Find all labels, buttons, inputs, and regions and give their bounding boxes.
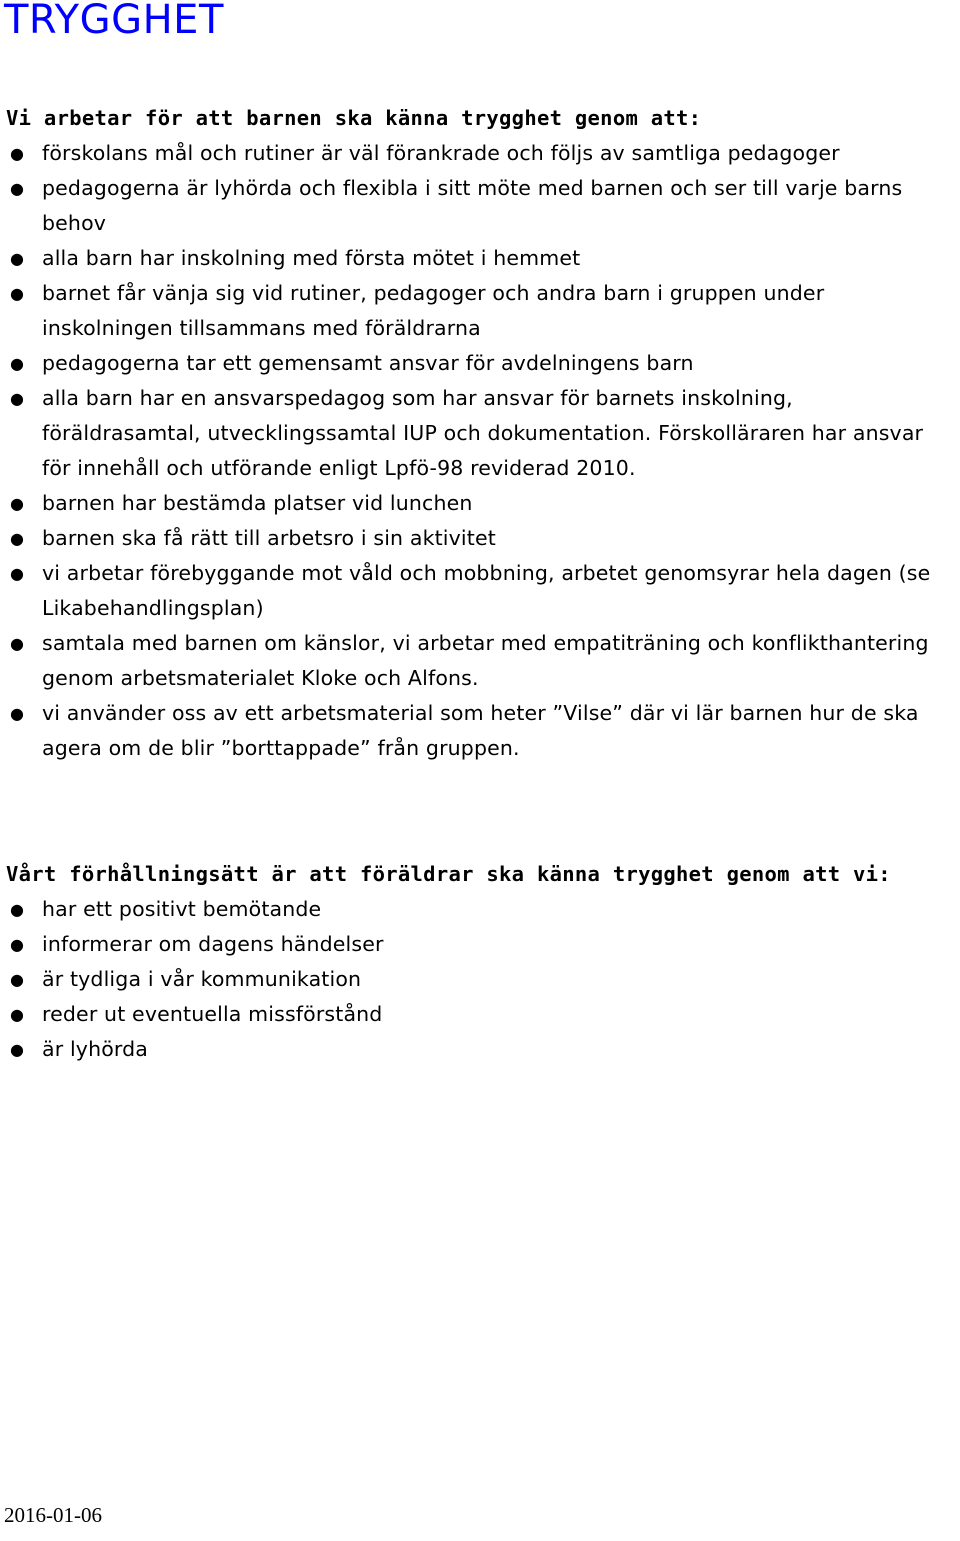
bullet-icon: ● — [10, 634, 25, 653]
list-item-text: reder ut eventuella missförstånd — [42, 1002, 383, 1026]
section-heading: Vårt förhållningsätt är att föräldrar ska känna trygghet genom att vi: — [6, 862, 891, 886]
list-item — [0, 1032, 956, 1067]
parents-security-section — [0, 857, 956, 1067]
bullet-icon: ● — [10, 1040, 25, 1059]
list-item-text: vi arbetar förebyggande mot våld och mobbning, arbetet genomsyrar hela dagen (se Likabehandlingsplan) — [42, 561, 931, 620]
bullet-icon: ● — [10, 389, 25, 408]
parents-security-list — [0, 892, 956, 1067]
list-item — [0, 556, 956, 626]
bullet-icon: ● — [10, 249, 25, 268]
bullet-icon: ● — [10, 564, 25, 583]
children-security-section — [0, 101, 956, 766]
list-item-text: pedagogerna tar ett gemensamt ansvar för avdelningens barn — [42, 351, 694, 375]
list-item — [0, 997, 956, 1032]
list-item — [0, 892, 956, 927]
list-item — [0, 521, 956, 556]
bullet-icon: ● — [10, 970, 25, 989]
bullet-icon: ● — [10, 900, 25, 919]
list-item-text: pedagogerna är lyhörda och flexibla i sitt möte med barnen och ser till varje barns behov — [42, 176, 903, 235]
list-item-text: har ett positivt bemötande — [42, 897, 322, 921]
list-item-text: barnen ska få rätt till arbetsro i sin aktivitet — [42, 526, 496, 550]
footer-date: 2016-01-06 — [4, 1503, 102, 1527]
list-item — [0, 136, 956, 171]
list-item-text: samtala med barnen om känslor, vi arbetar med empatiträning och konflikthantering genom arbetsmaterialet Kloke och Alfons. — [42, 631, 929, 690]
bullet-icon: ● — [10, 704, 25, 723]
list-item-text: vi använder oss av ett arbetsmaterial som heter ”Vilse” där vi lär barnen hur de ska agera om de blir ”borttappade” från gruppen. — [42, 701, 919, 760]
list-item — [0, 276, 956, 346]
list-item — [0, 626, 956, 696]
list-item — [0, 486, 956, 521]
list-item — [0, 696, 956, 766]
bullet-icon: ● — [10, 1005, 25, 1024]
bullet-icon: ● — [10, 144, 25, 163]
bullet-icon: ● — [10, 529, 25, 548]
section-heading: Vi arbetar för att barnen ska känna trygghet genom att: — [6, 106, 702, 130]
list-item-text: förskolans mål och rutiner är väl förankrade och följs av samtliga pedagoger — [42, 141, 840, 165]
list-item-text: informerar om dagens händelser — [42, 932, 384, 956]
bullet-icon: ● — [10, 935, 25, 954]
list-item-text: alla barn har inskolning med första mötet i hemmet — [42, 246, 581, 270]
list-item-text: är tydliga i vår kommunikation — [42, 967, 362, 991]
list-item-text: är lyhörda — [42, 1037, 149, 1061]
bullet-icon: ● — [10, 354, 25, 373]
list-item — [0, 241, 956, 276]
list-item-text: alla barn har en ansvarspedagog som har ansvar för barnets inskolning, föräldrasamtal, utvecklingssamtal IUP och dokumentation. Förskolläraren har ansvar för innehåll och utförande enligt Lpfö-98 reviderad 2010. — [42, 386, 924, 480]
bullet-icon: ● — [10, 179, 25, 198]
list-item — [0, 381, 956, 486]
list-item-text: barnet får vänja sig vid rutiner, pedagoger och andra barn i gruppen under inskolningen tillsammans med föräldrarna — [42, 281, 825, 340]
page-title: TRYGGHET — [4, 0, 224, 43]
list-item — [0, 346, 956, 381]
list-item — [0, 962, 956, 997]
list-item — [0, 927, 956, 962]
bullet-icon: ● — [10, 284, 25, 303]
list-item-text: barnen har bestämda platser vid lunchen — [42, 491, 473, 515]
bullet-icon: ● — [10, 494, 25, 513]
list-item — [0, 171, 956, 241]
children-security-list — [0, 136, 956, 766]
